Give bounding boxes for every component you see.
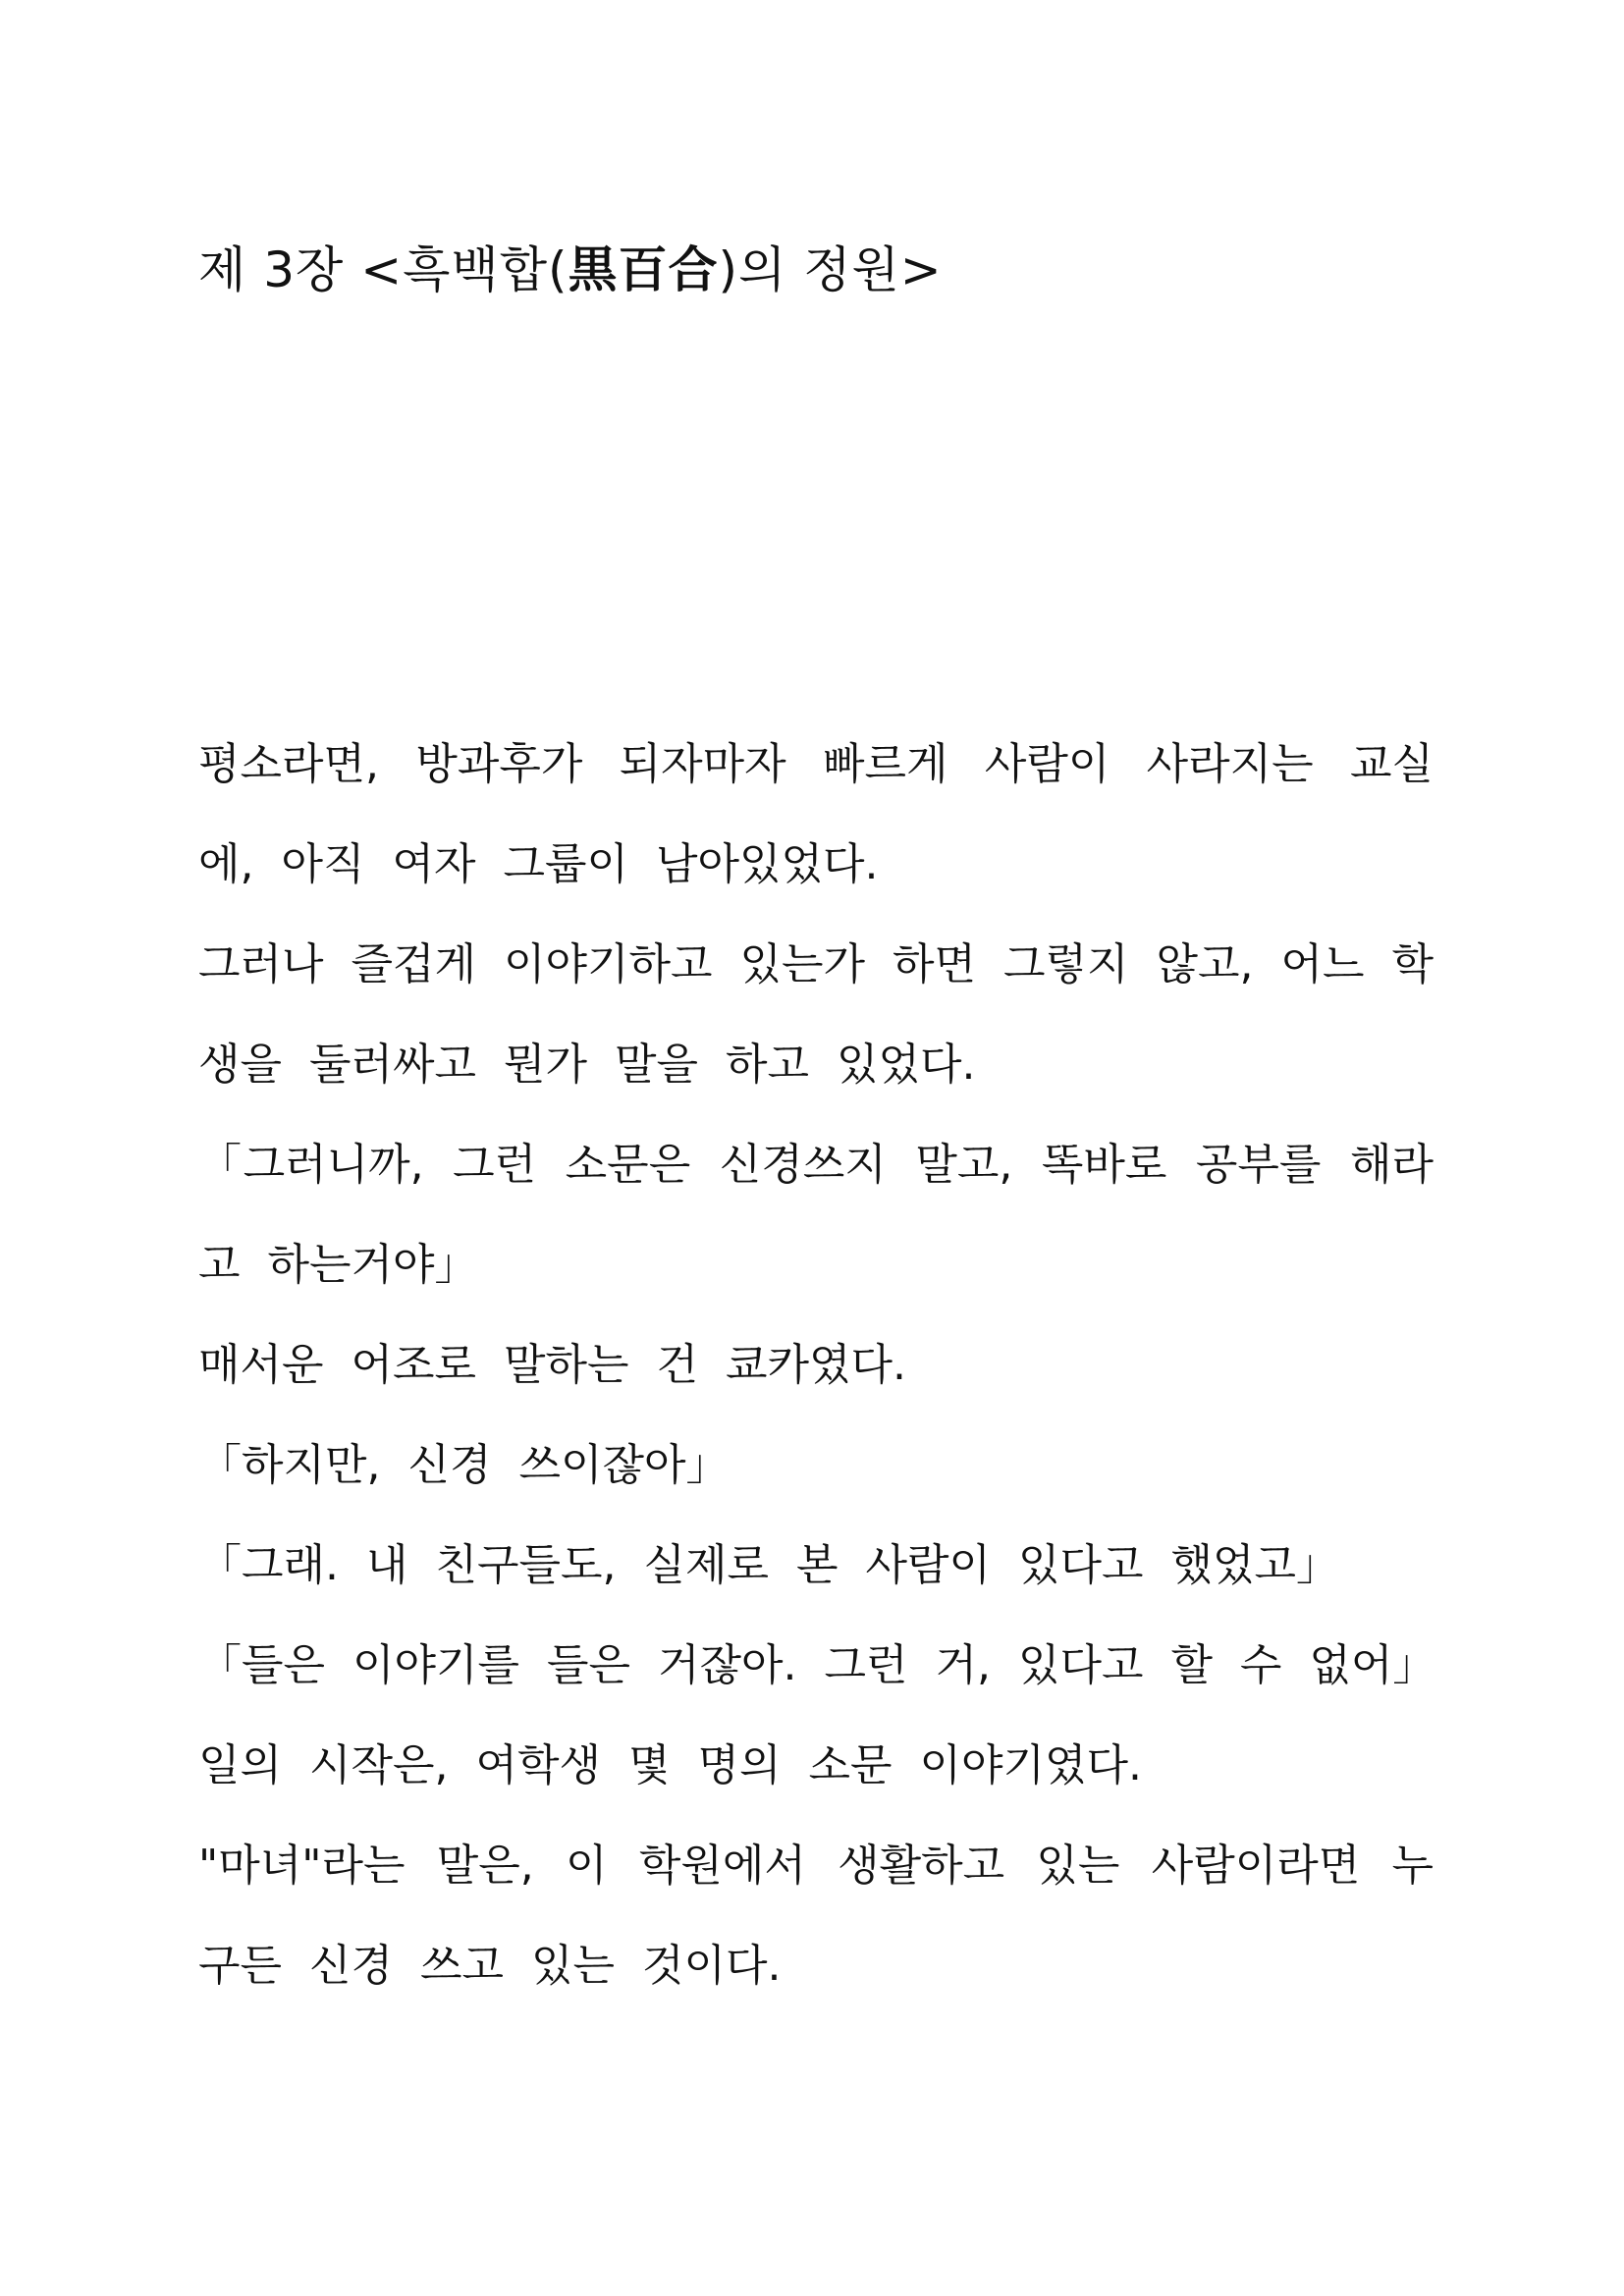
paragraph: 「그래. 내 친구들도, 실제로 본 사람이 있다고 했었고」 bbox=[198, 1540, 1339, 1590]
paragraph: "마녀"라는 말은, 이 학원에서 생활하고 있는 사람이라면 누구든 신경 쓰고 있는 것이다. bbox=[198, 1841, 1434, 1991]
paragraph: 「하지만, 신경 쓰이잖아」 bbox=[198, 1440, 730, 1490]
paragraph: 「들은 이야기를 들은 거잖아. 그런 거, 있다고 할 수 없어」 bbox=[198, 1640, 1436, 1690]
paragraph: 매서운 어조로 말하는 건 쿄카였다. bbox=[198, 1340, 906, 1390]
body-text bbox=[198, 715, 1434, 2016]
chapter-title-suffix: )의 정원> bbox=[718, 241, 943, 298]
paragraph: 평소라면, 방과후가 되자마자 빠르게 사람이 사라지는 교실에, 아직 여자 그룹이 남아있었다. bbox=[198, 739, 1434, 889]
paragraph: 「그러니까, 그런 소문은 신경쓰지 말고, 똑바로 공부를 해라고 하는거야」 bbox=[198, 1140, 1434, 1290]
chapter-title bbox=[198, 236, 943, 304]
paragraph: 그러나 즐겁게 이야기하고 있는가 하면 그렇지 않고, 어느 학생을 둘러싸고 뭔가 말을 하고 있었다. bbox=[198, 939, 1434, 1090]
paragraph: 일의 시작은, 여학생 몇 명의 소문 이야기였다. bbox=[198, 1740, 1142, 1790]
chapter-title-kanji: 黒百合 bbox=[568, 241, 719, 298]
chapter-title-prefix: 제 3장 <흑백합( bbox=[198, 241, 568, 298]
